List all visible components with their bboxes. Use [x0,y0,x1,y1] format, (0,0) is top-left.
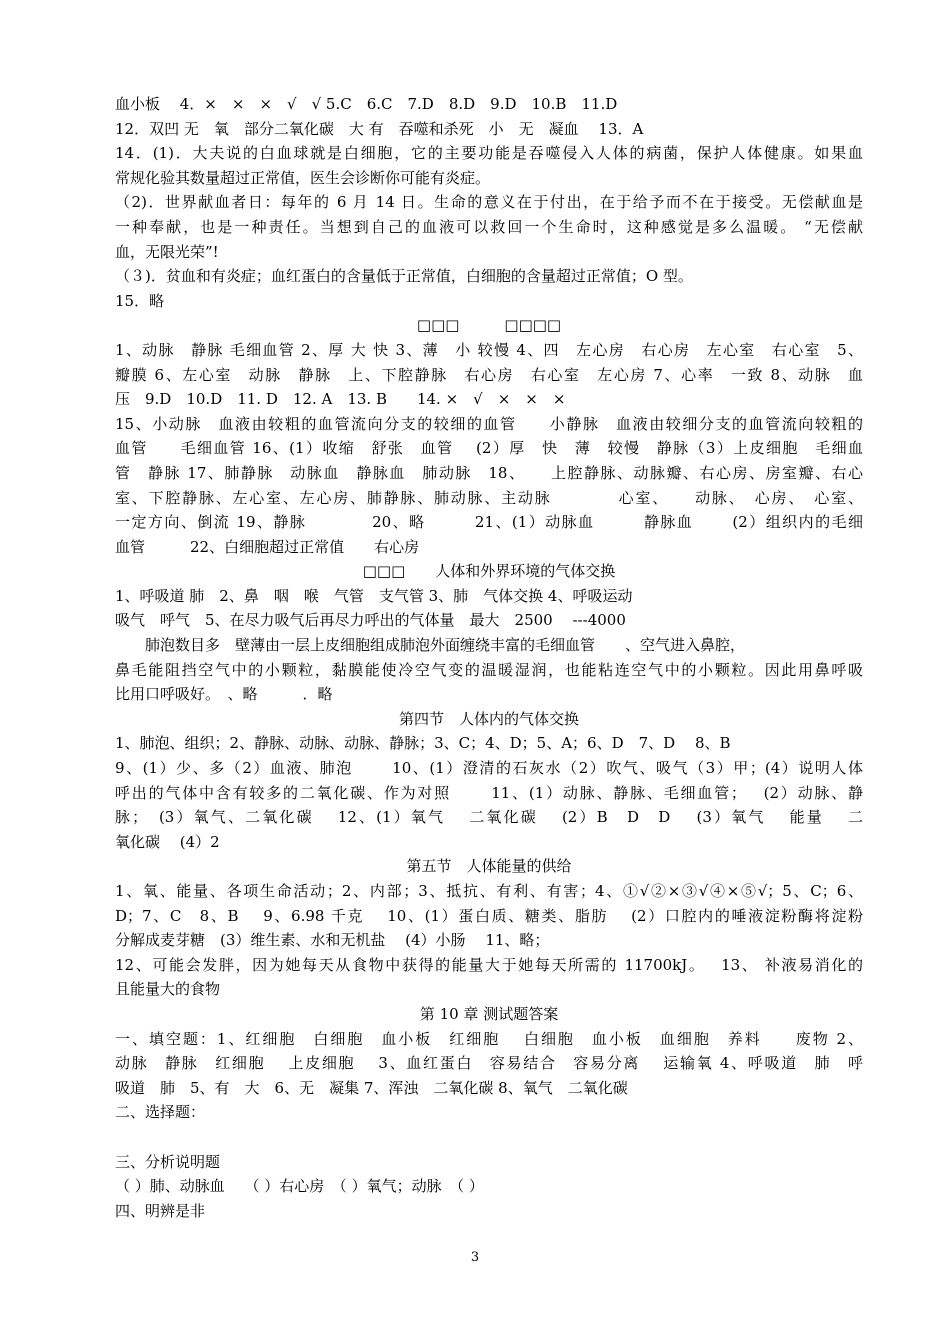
text-line: 室、下腔静脉、左心室、左心房、肺静脉、肺动脉、主动脉 心室、 动脉、 心房、 心室、 [115,488,863,507]
text-line: 血，无限光荣”! [115,242,219,261]
text-line: 12、可能会发胖，因为她每天从食物中获得的能量大于她每天所需的 11700kJ。 13、 补液易消化的 [115,955,863,974]
text-line: 压 9.D 10.D 11. D 12. A 13. B 14. × √ × × × [115,390,566,409]
text-line: 一、填空题：1、红细胞 白细胞 血小板 红细胞 白细胞 血小板 血细胞 养料 废物 2、 [115,1029,863,1048]
text-line: 1、呼吸道 肺 2、鼻 咽 喉 气管 支气管 3、肺 气体交换 4、呼吸运动 [115,586,633,605]
section-heading: □□□ □□□□ [416,316,562,335]
text-line: （３)．贫血和有炎症；血红蛋白的含量低于正常值，白细胞的含量超过正常值；O 型。 [115,267,693,286]
text-line: 管 静脉 17、肺静脉 动脉血 静脉血 肺动脉 18、 上腔静脉、动脉瓣、右心房、房室瓣、右心 [115,463,863,482]
page-number: 3 [470,1250,480,1265]
text-line: 血管 22、白细胞超过正常值 右心房 [115,537,420,556]
text-line: 9、(1）少、多（2）血液、肺泡 10、(1）澄清的石灰水（2）吹气、吸气（3）甲；(4）说明人体 [115,759,863,778]
text-line: 15、小动脉 血液由较粗的血管流向分支的较细的血管 小静脉 血液由较细分支的血管流向较粗的 [115,414,863,433]
text-line: 分解成麦芽糖 (3）维生素、水和无机盐 (4）小肠 11、略； [115,931,550,950]
text-line: 1、动脉 静脉 毛细血管 2、厚 大 快 3、薄 小 较慢 4、四 左心房 右心房 左心室 右心室 5、 [115,340,863,359]
text-line: 吸气 呼气 5、在尽力吸气后再尽力呼出的气体量 最大 2500 ---4000 [115,611,626,630]
text-line: 血管 毛细血管 16、(1）收缩 舒张 血管 (2）厚 快 薄 较慢 静脉（3）上皮细胞 毛细血 [115,439,863,458]
text-line: 比用口呼吸好。 、略 ．略 [115,685,333,704]
text-line: 常规化验其数量超过正常值，医生会诊断你可能有炎症。 [115,168,491,187]
text-line: 瓣膜 6、左心室 动脉 静脉 上、下腔静脉 右心房 右心室 左心房 7、心率 一致 8、动脉 血 [115,365,863,384]
text-line: 15．略 [115,291,165,310]
text-line: 一种奉献，也是一种责任。当想到自己的血液可以救回一个生命时，这种感觉是多么温暖。 “无偿献 [115,217,863,236]
section-heading: 第四节 人体内的气体交换 [398,709,579,728]
text-line: 血小板 4．× × × √ √ 5.C 6.C 7.D 8.D 9.D 10.B 11.D [115,95,618,113]
document-body [115,92,863,1223]
text-line: 且能量大的食物 [115,980,221,999]
text-line: 1、肺泡、组织；2、静脉、动脉、动脉、静脉；3、C；4、D；5、A；6、D 7、D 8、B [115,734,731,753]
section-heading: 第五节 人体能量的供给 [406,857,572,876]
section-heading: □□□ 人体和外界环境的气体交换 [362,562,616,581]
text-line: 14．(1)．大夫说的白血球就是白细胞，它的主要功能是吞噬侵入人体的病菌，保护人体健康。如果血 [115,144,863,163]
text-line: 呼出的气体中含有较多的二氧化碳、作为对照 11、(1）动脉、静脉、毛细血管； (2）动脉、静 [115,783,863,802]
text-line: 二、选择题： [115,1103,206,1122]
text-line: 吸道 肺 5、有 大 6、无 凝集 7、浑浊 二氧化碳 8、氧气 二氧化碳 [115,1078,628,1097]
text-line: D；7、C 8、B 9、6.98 千克 10、(1）蛋白质、糖类、脂肪 (2）口腔内的唾液淀粉酶将淀粉 [115,906,863,925]
text-line: 四、明辨是非 [115,1201,206,1220]
text-line: 肺泡数目多 壁薄由一层上皮细胞组成肺泡外面缠绕丰富的毛细血管 、空气进入鼻腔， [115,636,746,655]
section-heading: 第 10 章 测试题答案 [419,1004,559,1023]
text-line: 12．双凹 无 氧 部分二氧化碳 大 有 吞噬和杀死 小 无 凝血 13．A [115,119,644,138]
text-line: 动脉 静脉 红细胞 上皮细胞 3、血红蛋白 容易结合 容易分离 运输氧 4、呼吸道 肺 呼 [115,1054,863,1073]
text-line: 氧化碳 (4）2 [115,832,220,851]
text-line: 1、氧、能量、各项生命活动；2、内部；3、抵抗、有利、有害；4、①√②×③√④×⑤√；5、C；6、 [115,882,863,900]
text-line: 三、分析说明题 [115,1152,221,1171]
text-line: 一定方向、倒流 19、静脉 20、略 21、(1）动脉血 静脉血 (2）组织内的毛细 [115,513,863,532]
text-line: 鼻毛能阻挡空气中的小颗粒，黏膜能使冷空气变的温暖湿润，也能粘连空气中的小颗粒。因此用鼻呼吸 [115,660,863,679]
text-line [115,1125,863,1150]
text-line: （2)．世界献血者日：每年的 6 月 14 日。生命的意义在于付出，在于给予而不在于接受。无偿献血是 [115,193,863,212]
text-line: 脉； (3）氧气、二氧化碳 12、(1）氧气 二氧化碳 (2）B D D (3）氧气 能量 二 [115,808,863,827]
text-line: （ ）肺、动脉血 （ ）右心房 （ ）氧气；动脉 （ ） [115,1177,484,1196]
